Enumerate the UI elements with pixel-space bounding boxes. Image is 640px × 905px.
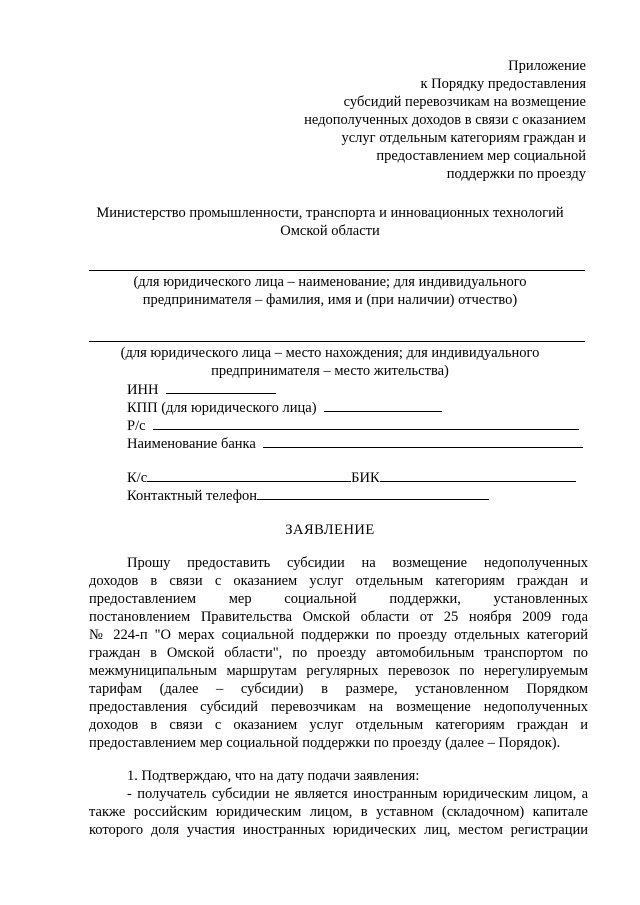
document-title: ЗАЯВЛЕНИЕ	[285, 522, 375, 538]
ks-bik-row	[127, 468, 576, 487]
body-line-7: межмуниципальным маршрутам регулярных перевозок по нерегулируемым	[89, 663, 588, 679]
appendix-line-3: субсидий перевозчикам на возмещение	[343, 94, 586, 110]
inn-input-line[interactable]	[166, 380, 276, 394]
confirm-line-3: также российским юридическим лицом, в уставном (складочном) капитале	[89, 804, 588, 820]
appendix-line-5: услуг отдельным категориям граждан и	[341, 130, 586, 146]
rs-row	[127, 416, 579, 435]
appendix-line-4: недополученных доходов в связи с оказанием	[304, 112, 586, 128]
rs-label: Р/с	[127, 418, 146, 434]
body-line-5: № 224-п "О мерах социальной поддержки по проезду отдельных категорий	[89, 627, 588, 643]
kpp-row	[127, 398, 442, 417]
ministry-line-1: Министерство промышленности, транспорта и инновационных технологий	[96, 205, 564, 221]
appendix-line-2: к Порядку предоставления	[420, 76, 586, 92]
rs-input-line[interactable]	[153, 416, 579, 430]
phone-row	[127, 486, 489, 505]
phone-label: Контактный телефон	[127, 488, 258, 504]
phone-input-line[interactable]	[257, 486, 489, 500]
appendix-line-7: поддержки по проезду	[446, 166, 586, 182]
address-hint-line-2: предпринимателя – место жительства)	[211, 363, 449, 379]
name-hint-line-2: предпринимателя – фамилия, имя и (при наличии) отчество)	[142, 292, 518, 308]
body-line-10: доходов в связи с оказанием услуг отдельным категориям граждан и	[89, 717, 588, 733]
body-line-4: постановлением Правительства Омской области от 25 ноября 2009 года	[89, 609, 588, 625]
body-line-1: Прошу предоставить субсидии на возмещение недополученных	[127, 555, 588, 571]
body-line-11: предоставлением мер социальной поддержки по проезду (далее – Порядок).	[89, 735, 561, 751]
confirm-line-1: 1. Подтверждаю, что на дату подачи заявления:	[127, 768, 420, 784]
inn-row	[127, 380, 276, 399]
bank-input-line[interactable]	[263, 434, 583, 448]
kpp-label: КПП (для юридического лица)	[127, 400, 317, 416]
ks-input-line[interactable]	[147, 468, 351, 482]
address-hint-line-1: (для юридического лица – место нахождения; для индивидуального	[120, 345, 540, 361]
confirm-line-4: которого доля участия иностранных юридических лиц, местом регистрации	[89, 822, 588, 838]
body-line-3: предоставлением мер социальной поддержки, установленных	[89, 591, 588, 607]
address-input-line[interactable]	[89, 341, 585, 342]
inn-label: ИНН	[127, 382, 159, 398]
kpp-input-line[interactable]	[324, 398, 442, 412]
name-input-line[interactable]	[89, 270, 585, 271]
bik-label: БИК	[351, 470, 380, 486]
confirm-line-2: - получатель субсидии не является иностранным юридическим лицом, а	[127, 786, 588, 802]
body-line-6: граждан в Омской области", по проезду автомобильным транспортом по	[89, 645, 588, 661]
ks-label: К/с	[127, 470, 148, 486]
body-line-8: тарифам (далее – субсидии) в размере, установленном Порядком	[89, 681, 588, 697]
ministry-line-2: Омской области	[280, 223, 380, 239]
appendix-line-6: предоставлением мер социальной	[376, 148, 586, 164]
bank-label: Наименование банка	[127, 436, 256, 452]
name-hint-line-1: (для юридического лица – наименование; для индивидуального	[133, 274, 527, 290]
body-line-2: доходов в связи с оказанием услуг отдельным категориям граждан и	[89, 573, 588, 589]
bank-row	[127, 434, 583, 453]
appendix-line-1: Приложение	[508, 58, 586, 74]
body-line-9: предоставления субсидий перевозчикам на возмещение недополученных	[89, 699, 588, 715]
bik-input-line[interactable]	[380, 468, 576, 482]
